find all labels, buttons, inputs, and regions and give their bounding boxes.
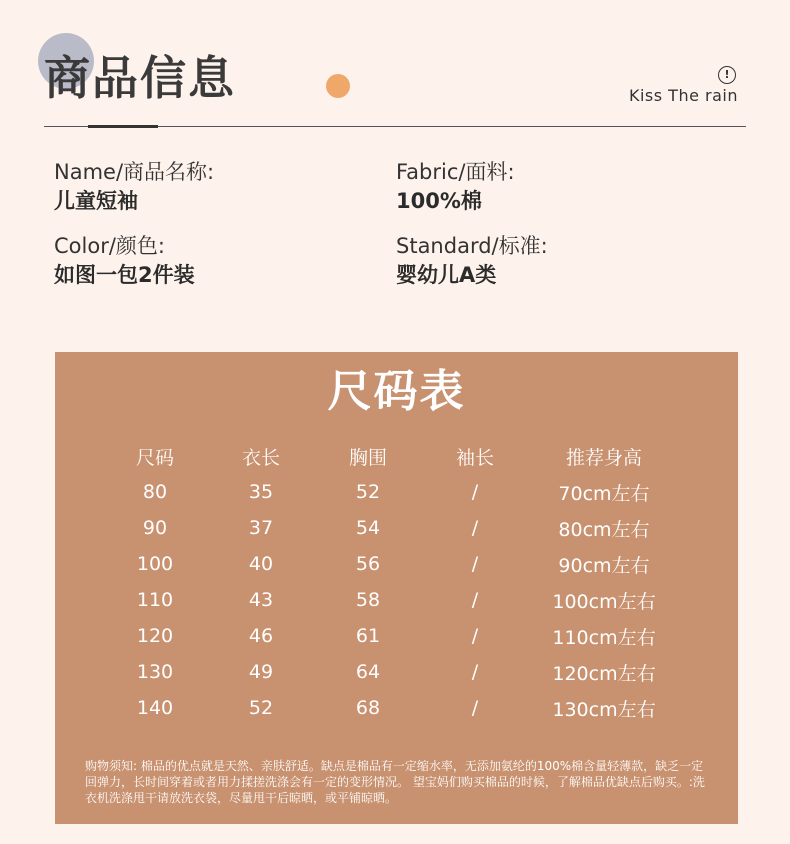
header-chest: 胸围	[348, 446, 387, 469]
cell-sleeve: /	[471, 661, 479, 683]
size-table	[102, 438, 680, 726]
page-title: 商品信息	[44, 51, 236, 105]
cell-length: 40	[248, 553, 274, 575]
info-standard	[396, 232, 716, 290]
header-height: 推荐身高	[565, 446, 642, 469]
header-divider-accent	[88, 125, 158, 128]
decorative-orange-dot	[326, 74, 350, 98]
cell-sleeve: /	[471, 481, 479, 503]
cell-length: 43	[248, 589, 274, 611]
cell-height: 110cm左右	[552, 626, 656, 649]
cell-length: 46	[248, 625, 274, 647]
cell-length: 49	[248, 661, 274, 683]
info-name-label: Name/商品名称:	[54, 160, 215, 184]
header-size: 尺码	[135, 446, 174, 469]
cell-size: 90	[142, 517, 168, 539]
table-row	[102, 546, 680, 582]
cell-chest: 58	[355, 589, 381, 611]
info-standard-label: Standard/标准:	[396, 234, 548, 258]
cell-sleeve: /	[471, 589, 479, 611]
table-row	[102, 618, 680, 654]
cell-chest: 54	[355, 517, 381, 539]
cell-size: 110	[136, 589, 174, 611]
info-name-value: 儿童短袖	[54, 189, 138, 213]
table-row	[102, 510, 680, 546]
info-fabric-value: 100%棉	[396, 189, 482, 213]
info-standard-value: 婴幼儿A类	[396, 263, 497, 287]
cell-length: 37	[248, 517, 274, 539]
cell-sleeve: /	[471, 625, 479, 647]
size-chart-panel	[55, 352, 738, 824]
info-fabric-label: Fabric/面料:	[396, 160, 515, 184]
header-sleeve: 袖长	[455, 446, 494, 469]
cell-height: 90cm左右	[558, 554, 650, 577]
cell-size: 100	[136, 553, 174, 575]
cell-sleeve: /	[471, 553, 479, 575]
info-color-label: Color/颜色:	[54, 234, 165, 258]
cell-height: 80cm左右	[558, 518, 650, 541]
size-chart-title: 尺码表	[327, 366, 466, 417]
table-row	[102, 654, 680, 690]
info-color	[54, 232, 374, 290]
cell-size: 80	[142, 481, 168, 503]
size-table-header-row	[102, 438, 680, 474]
cell-chest: 68	[355, 697, 381, 719]
cell-height: 120cm左右	[552, 662, 656, 685]
table-row	[102, 690, 680, 726]
cell-size: 140	[136, 697, 174, 719]
info-fabric	[396, 158, 716, 216]
info-color-value: 如图一包2件装	[54, 263, 195, 287]
cell-chest: 56	[355, 553, 381, 575]
table-row	[102, 474, 680, 510]
purchase-notice: 购物须知: 棉品的优点就是天然、亲肤舒适。缺点是棉品有一定缩水率，无添加氨纶的100%棉含量轻薄款，缺乏一定回弹力，长时间穿着或者用力揉搓洗涤会有一定的变形情况。 望宝妈们购买棉品的时候，了解棉品优缺点后购买。:洗衣机洗涤甩干请放洗衣袋，尽量甩干后晾晒，或平铺晾晒。	[85, 759, 705, 805]
exclamation-circle-icon: !	[718, 66, 736, 84]
cell-sleeve: /	[471, 517, 479, 539]
cell-chest: 64	[355, 661, 381, 683]
cell-sleeve: /	[471, 697, 479, 719]
cell-length: 52	[248, 697, 274, 719]
cell-height: 70cm左右	[558, 482, 650, 505]
brand-mark	[629, 66, 738, 105]
table-row	[102, 582, 680, 618]
cell-size: 120	[136, 625, 174, 647]
cell-length: 35	[248, 481, 274, 503]
cell-chest: 52	[355, 481, 381, 503]
brand-name: Kiss The rain	[628, 86, 738, 105]
cell-height: 100cm左右	[552, 590, 656, 613]
cell-height: 130cm左右	[552, 698, 656, 721]
cell-size: 130	[136, 661, 174, 683]
info-name	[54, 158, 374, 216]
cell-chest: 61	[355, 625, 381, 647]
header-length: 衣长	[241, 446, 280, 469]
